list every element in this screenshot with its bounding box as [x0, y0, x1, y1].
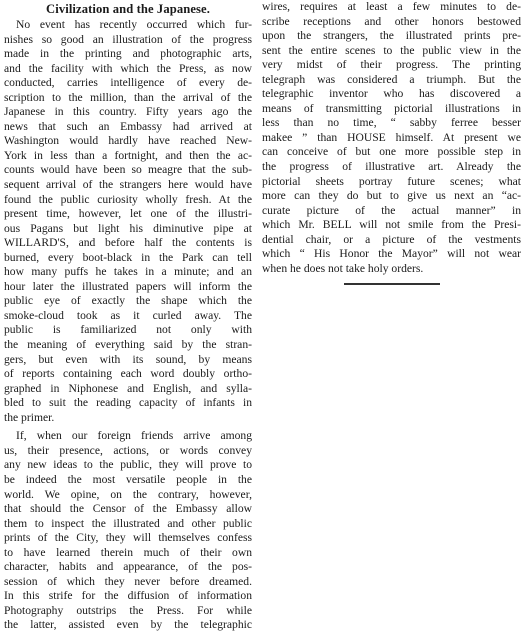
- text-line: the primer.: [4, 410, 55, 424]
- text-line: sent the entire scenes to the public view in the: [262, 43, 521, 57]
- text-line: news that such an Embassy had arrived at: [4, 119, 252, 133]
- text-line: character, habits and appearance, of the pos-: [4, 560, 252, 574]
- right-column-text: [262, 0, 521, 276]
- article-title: Civilization and the Japanese.: [46, 2, 210, 16]
- text-line: burned, every boot-black in the Park can tell: [4, 250, 252, 264]
- text-line: of reports containing each word doubly ortho-: [4, 367, 252, 381]
- text-line: In this strife for the diffusion of information: [4, 589, 252, 603]
- text-line: the latter, assisted even by the telegraphic: [4, 618, 252, 632]
- text-line: telegraphic inventor who has discovered a: [262, 87, 521, 101]
- text-line: If, when our foreign friends arrive among: [16, 429, 252, 443]
- text-line: very midst of their progress. The printing: [262, 58, 521, 72]
- text-line: them to inspect the illustrated and other public: [4, 516, 252, 530]
- text-line: York in less than a fortnight, and then the ac-: [4, 148, 252, 162]
- text-line: nishes so good an illustration of the progress: [4, 32, 252, 46]
- text-line: ous Pagans but light his diminutive pipe at: [4, 221, 252, 235]
- text-line: which “ His Honor the Mayor” will not wear: [262, 247, 521, 261]
- text-line: counts would have been so meagre that the sub-: [4, 163, 252, 177]
- text-line: more can they do but to give us next an “ac-: [262, 189, 521, 203]
- text-line: and the facility with which the Press, as now: [4, 61, 252, 75]
- text-line: curate picture of the actual manner” in: [262, 203, 521, 217]
- text-line: the progress of illustrative art. Already the: [262, 160, 521, 174]
- right-column: [262, 0, 521, 285]
- text-line: the meaning of everything said by the stran-: [4, 338, 252, 352]
- text-line: upon the strangers, the illustrated prints pre-: [262, 29, 521, 43]
- text-line: made in the printing and photographic arts,: [4, 47, 252, 61]
- text-line: which Mr. BELL will not smile from the Presi-: [262, 218, 521, 232]
- text-line: to have learned therein much of their own: [4, 545, 252, 559]
- text-line: prints of the City, they will themselves confess: [4, 531, 252, 545]
- text-line: sequent arrival of the strangers here would have: [4, 178, 252, 192]
- text-line: pictorial sheets portray future scenes; what: [262, 174, 521, 188]
- text-line: session of which they never before dreamed.: [4, 574, 252, 588]
- text-line: us, their presence, actions, or words convey: [4, 443, 252, 457]
- text-line: scription to the million, than the arrival of the: [4, 90, 252, 104]
- text-line: found the public curiosity wholly fresh. At the: [4, 192, 252, 206]
- text-line: wires, requires at least a few minutes to de-: [262, 0, 521, 13]
- text-line: that should the Censor of the Embassy allow: [4, 502, 252, 516]
- text-line: means of transmitting pictorial illustrations in: [262, 101, 521, 115]
- text-line: scribe receptions and other honors bestowed: [262, 14, 521, 28]
- text-line: dential chair, or a picture of the vestments: [262, 232, 521, 246]
- text-line: telegraph was considered a triumph. But the: [262, 72, 521, 86]
- text-line: No event has recently occurred which fur-: [16, 18, 252, 31]
- text-line: WILLARD'S, and before half the contents is: [4, 236, 252, 250]
- left-column-text: [4, 18, 252, 633]
- text-line: Washington would hardly have reached New-: [4, 134, 252, 148]
- text-line: less than no time, “ sabby ferree besser: [262, 116, 521, 130]
- text-line: public is familiarized not only with: [4, 323, 252, 337]
- text-line: hour later the illustrated papers will inform the: [4, 279, 252, 293]
- text-line: how many puffs he takes in a minute; and an: [4, 265, 252, 279]
- left-column: [4, 0, 252, 633]
- text-line: bled to suit the reading capacity of infants in: [4, 396, 252, 410]
- text-line: when he does not take holy orders.: [262, 261, 424, 275]
- text-line: public eye of exactly the shape which the: [4, 294, 252, 308]
- text-line: makee ” than HOUSE himself. At present we: [262, 130, 521, 144]
- text-line: can conceive of but one more possible step in: [262, 145, 521, 159]
- text-line: be indeed the most versatile people in the: [4, 472, 252, 486]
- text-line: Japanese in this country. Fifty years ago the: [4, 105, 252, 119]
- text-line: conducted, carries intelligence of every de-: [4, 76, 252, 90]
- text-line: any new ideas to the public, they will prove to: [4, 458, 252, 472]
- text-line: gers, but even with its sound, by means: [4, 352, 252, 366]
- text-line: graphed in Niphonese and English, and sylla-: [4, 381, 252, 395]
- text-line: present time, however, let one of the illustri-: [4, 207, 252, 221]
- text-line: Photography outstrips the Press. For while: [4, 603, 252, 617]
- text-line: world. We opine, on the contrary, however,: [4, 487, 252, 501]
- end-rule: [344, 283, 440, 284]
- text-line: smoke-cloud took as it curled away. The: [4, 308, 252, 322]
